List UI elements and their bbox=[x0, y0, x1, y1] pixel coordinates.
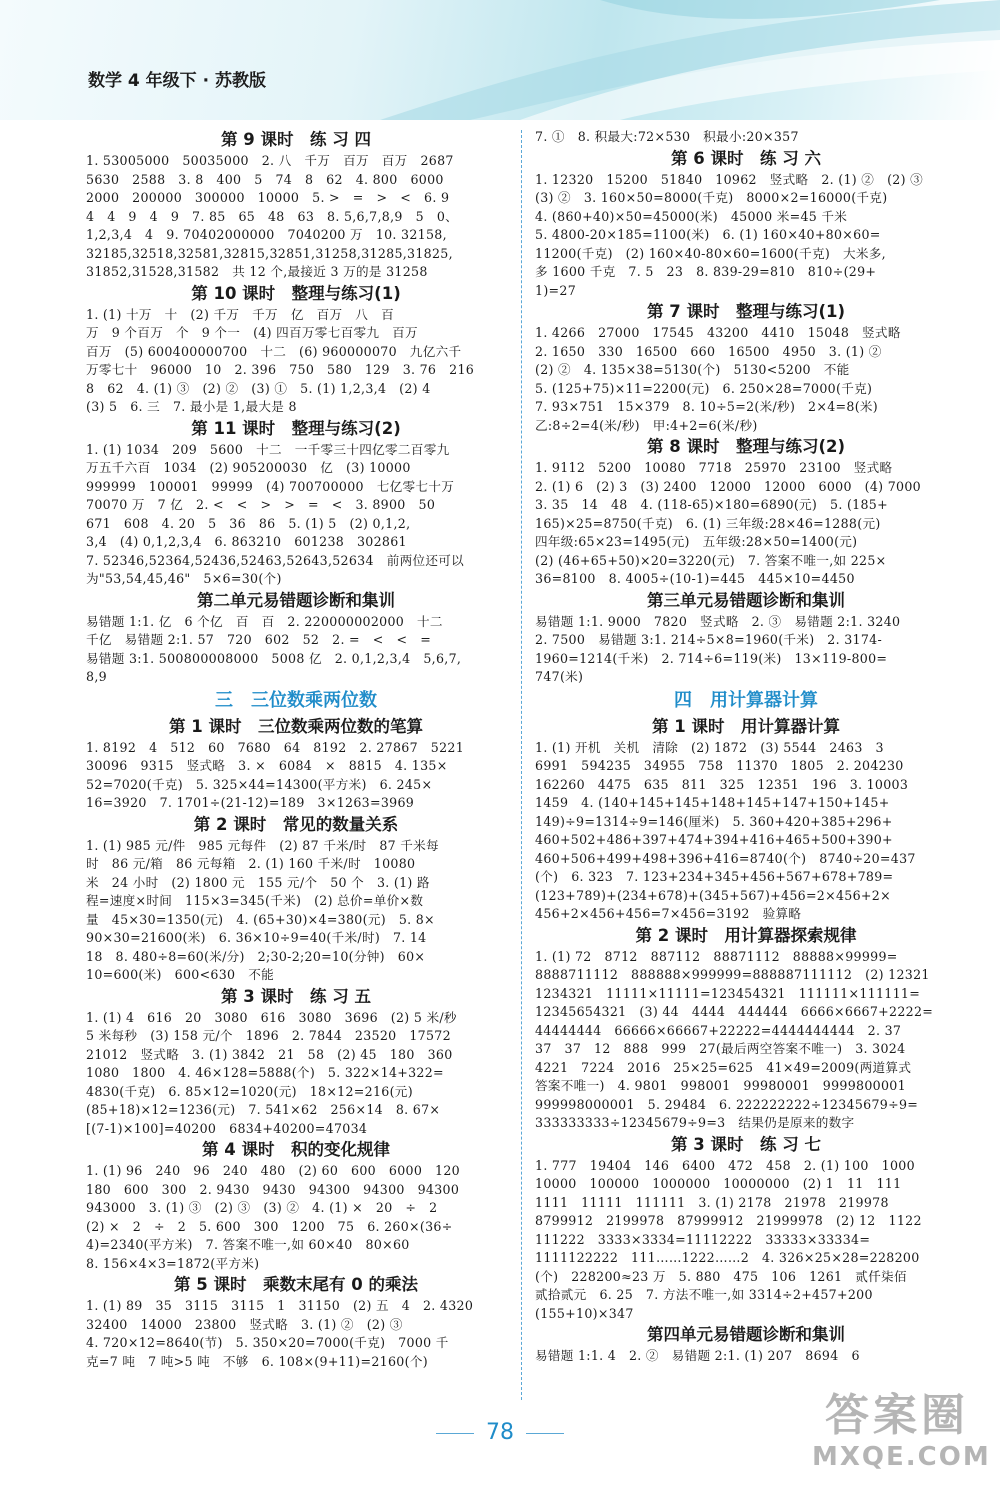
answer-line: 456+2×456+456=7×456=3192 验算略 bbox=[535, 906, 802, 921]
unit-heading: 四 用计算器计算 bbox=[674, 689, 818, 711]
answer-line: 克=7 吨 7 吨>5 吨 不够 6. 108×(9+11)=2160(个) bbox=[86, 1353, 428, 1369]
lesson-heading: 第 11 课时 整理与练习(2) bbox=[191, 418, 401, 438]
answer-line: 1. (1) 4 616 20 3080 616 3080 3696 (2) 5 米/秒 bbox=[86, 1009, 457, 1025]
answer-line: 8888711112 888888×999999=888887111112 (2) 12321 bbox=[535, 967, 930, 982]
answer-line: 8. 156×4×3=1872(平方米) bbox=[86, 1255, 260, 1271]
lesson-heading: 第 2 课时 用计算器探索规律 bbox=[635, 925, 857, 945]
answer-line: 时 86 元/箱 86 元每箱 2. (1) 160 千米/时 10080 bbox=[86, 856, 416, 871]
lesson-heading: 第二单元易错题诊断和集训 bbox=[197, 590, 395, 610]
answer-line: 52=7020(千克) 5. 325×44=14300(平方米) 6. 245× bbox=[86, 776, 433, 792]
answer-line: 2. 7500 易错题 3:1. 214÷5×8=1960(千米) 2. 3174- bbox=[535, 632, 883, 647]
watermark-logo bbox=[812, 1390, 991, 1486]
answer-line: 11200(千克) (2) 160×40-80×60=1600(千克) 大米多, bbox=[535, 245, 886, 261]
answer-line: 111222 3333×3334=11112222 33333×33334= bbox=[535, 1231, 871, 1247]
answer-line: 1459 4. (140+145+145+148+145+147+150+145+ bbox=[535, 795, 890, 810]
left-column bbox=[86, 128, 506, 1371]
answer-line: 4)=2340(平方米) 7. 答案不唯一,如 60×40 80×60 bbox=[86, 1237, 410, 1252]
answer-line: 460+502+486+397+474+394+416+465+500+390+ bbox=[535, 832, 893, 847]
answer-line: 10000 100000 1000000 10000000 (2) 1 11 111 bbox=[535, 1176, 902, 1191]
answer-line: 米 24 小时 (2) 1800 元 155 元/个 50 个 3. (1) 路 bbox=[86, 874, 430, 890]
answer-line: 易错题 1:1. 9000 7820 竖式略 2. ③ 易错题 2:1. 3240 bbox=[535, 613, 901, 629]
lesson-heading: 第 7 课时 整理与练习(1) bbox=[646, 302, 846, 321]
answer-line: (2) (46+65+50)×20=3220(元) 7. 答案不唯一,如 225× bbox=[535, 552, 887, 568]
answer-line: 333333333÷12345679÷9=3 结果仍是原来的数字 bbox=[535, 1115, 855, 1130]
book-title: 数学 4 年级下 · 苏教版 bbox=[88, 71, 266, 91]
answer-line: 百万 (5) 600400000700 十二 (6) 960000070 九亿六千 bbox=[86, 343, 462, 359]
answer-line: (2) ② 4. 135×38=5130(个) 5130<5200 不能 bbox=[535, 362, 850, 377]
answer-line: 1. (1) 十万 十 (2) 千万 千万 亿 百万 八 百 bbox=[86, 306, 394, 322]
answer-line: 量 45×30=1350(元) 4. (65+30)×4=380(元) 5. 8× bbox=[86, 911, 435, 927]
answer-line: 5 米每秒 (3) 158 元/个 1896 2. 7844 23520 17572 bbox=[86, 1028, 451, 1043]
right-column bbox=[535, 128, 957, 1366]
answer-line: (123+789)+(234+678)+(345+567)+456=2×456+2× bbox=[535, 887, 891, 903]
answer-line: 四年级:65×23=1495(元) 五年级:28×50=1400(元) bbox=[535, 534, 858, 549]
answer-line: 747(米) bbox=[535, 669, 584, 684]
answer-line: (3) 5 6. 三 7. 最小是 1,最大是 8 bbox=[86, 399, 297, 414]
answer-line: 37 37 12 888 999 27(最后两空答案不唯一) 3. 3024 bbox=[535, 1041, 906, 1056]
lesson-heading: 第 2 课时 常见的数量关系 bbox=[193, 814, 399, 834]
page-number-value: 78 bbox=[486, 1420, 514, 1445]
answer-line: 1. (1) 96 240 96 240 480 (2) 60 600 6000 120 bbox=[86, 1163, 460, 1178]
answer-line: 1. 53005000 50035000 2. 八 千万 百万 百万 2687 bbox=[86, 153, 454, 168]
watermark-text-bottom: MXQE.COM bbox=[812, 1442, 991, 1472]
answer-line: 1080 1800 4. 46×128=5888(个) 5. 322×14+322= bbox=[86, 1065, 444, 1080]
answer-line: 5. 4800-20×185=1100(米) 6. (1) 160×40+80×60= bbox=[535, 227, 881, 242]
column-divider bbox=[521, 130, 522, 1400]
lesson-heading: 第 9 课时 练 习 四 bbox=[221, 130, 371, 149]
answer-line: 6991 594235 34955 758 11370 1805 2. 204230 bbox=[535, 758, 904, 773]
answer-line: 1. (1) 1034 209 5600 十二 一千零三十四亿零二百零九 bbox=[86, 441, 450, 457]
lesson-heading: 第 6 课时 练 习 六 bbox=[671, 148, 821, 168]
answer-line: 44444444 66666×66667+22222=4444444444 2. 37 bbox=[535, 1022, 902, 1038]
answer-line: 4 4 9 4 9 7. 85 65 48 63 8. 5,6,7,8,9 5 0、 bbox=[86, 208, 459, 224]
answer-line: 18 8. 480÷8=60(米/分) 2;30-2;20=10(分钟) 60× bbox=[86, 948, 426, 964]
answer-line: 32185,32518,32581,32815,32851,31258,31285,31825, bbox=[86, 245, 453, 261]
answer-line: 21012 竖式略 3. (1) 3842 21 58 (2) 45 180 360 bbox=[86, 1046, 453, 1062]
lesson-heading: 第 4 课时 积的变化规律 bbox=[202, 1140, 390, 1159]
answer-line: 4830(千克) 6. 85×12=1020(元) 18×12=216(元) bbox=[86, 1083, 413, 1099]
answer-line: 乙:8÷2=4(米/秒) 甲:4+2=6(米/秒) bbox=[535, 417, 758, 433]
answer-line: 671 608 4. 20 5 36 86 5. (1) 5 (2) 0,1,2, bbox=[86, 515, 411, 531]
answer-line: 2. 1650 330 16500 660 16500 4950 3. (1) ② bbox=[535, 343, 882, 359]
answer-line: 8,9 bbox=[86, 669, 107, 684]
answer-line: 答案不唯一) 4. 9801 998001 99980001 9999800001 bbox=[535, 1078, 906, 1093]
banner-swoosh-graphic bbox=[0, 0, 1000, 120]
answer-line: 1234321 11111×11111=123454321 111111×111111= bbox=[535, 985, 921, 1001]
answer-line: (85+18)×12=1236(元) 7. 541×62 256×14 8. 67× bbox=[86, 1102, 441, 1117]
answer-line: 460+506+499+498+396+416=8740(个) 8740÷20=437 bbox=[535, 850, 916, 866]
answer-line: 1111122222 111……1222……2 4. 326×25×28=228200 bbox=[535, 1250, 920, 1265]
page-number-dash-left bbox=[436, 1433, 474, 1434]
answer-line: 万 9 个百万 个 9 个一 (4) 四百万零七百零九 百万 bbox=[86, 325, 418, 340]
answer-line: 2. (1) 6 (2) 3 (3) 2400 12000 12000 6000 (4) 7000 bbox=[535, 478, 921, 494]
answer-line: (个) 6. 323 7. 123+234+345+456+567+678+789= bbox=[535, 869, 894, 884]
answer-line: 30096 9315 竖式略 3. × 6084 × 8815 4. 135× bbox=[86, 758, 448, 773]
answer-line: 5. (125+75)×11=2200(元) 6. 250×28=7000(千克) bbox=[535, 380, 873, 396]
answer-line: 1. 777 19404 146 6400 472 458 2. (1) 100 1000 bbox=[535, 1157, 915, 1173]
answer-line: 7. 52346,52364,52436,52463,52643,52634 前两位还可以 bbox=[86, 552, 465, 568]
lesson-heading: 第三单元易错题诊断和集训 bbox=[647, 590, 845, 610]
answer-line: 1. (1) 开机 关机 清除 (2) 1872 (3) 5544 2463 3 bbox=[535, 739, 884, 755]
answer-line: 999999 100001 99999 (4) 700700000 七亿零七十万 bbox=[86, 478, 455, 494]
answer-line: 1. 8192 4 512 60 7680 64 8192 2. 27867 5221 bbox=[86, 739, 465, 755]
lesson-heading: 第 10 课时 整理与练习(1) bbox=[191, 283, 401, 303]
answer-line: 165)×25=8750(千克) 6. (1) 三年级:28×46=1288(元) bbox=[535, 515, 881, 531]
answer-line: (个) 228200≈23 万 5. 880 475 106 1261 贰仟柒佰 bbox=[535, 1268, 907, 1284]
page-number-dash-right bbox=[526, 1433, 564, 1434]
answer-line: 1. 9112 5200 10080 7718 25970 23100 竖式略 bbox=[535, 460, 893, 475]
lesson-heading: 第 3 课时 练 习 五 bbox=[221, 986, 371, 1006]
answer-line: 4. (860+40)×50=45000(米) 45000 米=45 千米 bbox=[535, 208, 848, 224]
lesson-heading: 第 1 课时 三位数乘两位数的笔算 bbox=[169, 716, 423, 736]
answer-line: 999998000001 5. 29484 6. 222222222÷12345679÷9= bbox=[535, 1096, 919, 1112]
answer-line: 贰拾贰元 6. 25 7. 方法不唯一,如 3314÷2+457+200 bbox=[535, 1287, 873, 1302]
answer-line: 180 600 300 2. 9430 9430 94300 94300 94300 bbox=[86, 1181, 460, 1197]
answer-line: [(7-1)×100]=40200 6834+40200=47034 bbox=[86, 1120, 368, 1136]
answer-line: 4221 7224 2016 25×25=625 41×49=2009(两道算式 bbox=[535, 1059, 912, 1075]
answer-line: 万零七十 96000 10 2. 396 750 580 129 3. 76 216 bbox=[86, 362, 475, 377]
lesson-heading: 第 8 课时 整理与练习(2) bbox=[646, 437, 846, 456]
answer-line: 149)÷9=1314÷9=146(厘米) 5. 360+420+385+296+ bbox=[535, 813, 893, 829]
answer-line: 万五千六百 1034 (2) 905200030 亿 (3) 10000 bbox=[86, 460, 411, 475]
header-banner bbox=[0, 0, 1000, 120]
answer-line: 32400 14000 23800 竖式略 3. (1) ② (2) ③ bbox=[86, 1316, 403, 1332]
unit-heading: 三 三位数乘两位数 bbox=[215, 689, 377, 711]
answer-line: 7. ① 8. 积最大:72×530 积最小:20×357 bbox=[535, 129, 799, 144]
answer-line: 易错题 1:1. 亿 6 个亿 百 百 2. 220000002000 十二 bbox=[86, 613, 443, 629]
answer-line: 1. 12320 15200 51840 10962 竖式略 2. (1) ② (2) ③ bbox=[535, 171, 924, 187]
answer-line: 12345654321 (3) 44 4444 444444 6666×6667+2222= bbox=[535, 1004, 934, 1019]
lesson-heading: 第四单元易错题诊断和集训 bbox=[647, 1325, 845, 1344]
answer-line: 1111 11111 111111 3. (1) 2178 21978 219978 bbox=[535, 1194, 889, 1210]
answer-line: (155+10)×347 bbox=[535, 1305, 634, 1321]
answer-line: 16=3920 7. 1701÷(21-12)=189 3×1263=3969 bbox=[86, 795, 415, 810]
answer-line: 90×30=21600(米) 6. 36×10÷9=40(千米/时) 7. 14 bbox=[86, 930, 427, 945]
answer-line: 36=8100 8. 4005÷(10-1)=445 445×10=4450 bbox=[535, 571, 855, 586]
answer-line: 为"53,54,45,46" 5×6=30(个) bbox=[86, 571, 282, 586]
lesson-heading: 第 1 课时 用计算器计算 bbox=[652, 716, 840, 736]
answer-line: 1. (1) 72 8712 887112 88871112 88888×99999= bbox=[535, 948, 898, 964]
answer-line: 162260 4475 635 811 325 12351 196 3. 10003 bbox=[535, 776, 909, 792]
answer-line: 1. (1) 985 元/件 985 元每件 (2) 87 千米/时 87 千米每 bbox=[86, 837, 439, 853]
answer-line: (3) ② 3. 160×50=8000(千克) 8000×2=16000(千克) bbox=[535, 190, 888, 205]
watermark-text-top: 答案圈 bbox=[825, 1390, 969, 1441]
answer-line: 8 62 4. (1) ③ (2) ② (3) ① 5. (1) 1,2,3,4 (2) 4 bbox=[86, 380, 431, 396]
answer-line: 5630 2588 3. 8 400 5 74 8 62 4. 800 6000 bbox=[86, 171, 444, 187]
answer-line: 1. 4266 27000 17545 43200 4410 15048 竖式略 bbox=[535, 325, 901, 340]
answer-line: 1960=1214(千米) 2. 714÷6=119(米) 13×119-800= bbox=[535, 650, 888, 666]
answer-line: 易错题 3:1. 500800008000 5008 亿 2. 0,1,2,3,4 5,6,7, bbox=[86, 650, 462, 666]
answer-line: 943000 3. (1) ③ (2) ③ (3) ② 4. (1) × 20 ÷ 2 bbox=[86, 1200, 438, 1215]
answer-line: 70070 万 7 亿 2. < < > > = < 3. 8900 50 bbox=[86, 497, 436, 512]
lesson-heading: 第 5 课时 乘数末尾有 0 的乘法 bbox=[174, 1275, 418, 1294]
answer-line: 7. 93×751 15×379 8. 10÷5=2(米/秒) 2×4=8(米) bbox=[535, 399, 879, 414]
answer-line: (2) × 2 ÷ 2 5. 600 300 1200 75 6. 260×(36÷ bbox=[86, 1218, 453, 1234]
answer-line: 易错题 1:1. 4 2. ② 易错题 2:1. (1) 207 8694 6 bbox=[535, 1348, 860, 1363]
answer-line: 2000 200000 300000 10000 5. > = > < 6. 9 bbox=[86, 190, 450, 205]
answer-line: 3. 35 14 48 4. (118-65)×180=6890(元) 5. (185+ bbox=[535, 497, 888, 512]
answer-line: 3,4 (4) 0,1,2,3,4 6. 863210 601238 302861 bbox=[86, 534, 407, 549]
lesson-heading: 第 3 课时 练 习 七 bbox=[671, 1134, 821, 1154]
answer-line: 1,2,3,4 4 9. 70402000000 7040200 万 10. 32158, bbox=[86, 227, 447, 242]
answer-line: 程=速度×时间 115×3=345(千米) (2) 总价=单价×数 bbox=[86, 893, 424, 908]
answer-line: 多 1600 千克 7. 5 23 8. 839-29=810 810÷(29+ bbox=[535, 264, 877, 279]
answer-line: 31852,31528,31582 共 12 个,最接近 3 万的是 31258 bbox=[86, 264, 428, 279]
answer-line: 4. 720×12=8640(节) 5. 350×20=7000(千克) 7000 千 bbox=[86, 1335, 449, 1350]
answer-line: 千亿 易错题 2:1. 57 720 602 52 2. = < < = bbox=[86, 632, 432, 647]
answer-line: 10=600(米) 600<630 不能 bbox=[86, 967, 275, 982]
answer-line: 1. (1) 89 35 3115 3115 1 31150 (2) 五 4 2. 4320 bbox=[86, 1298, 474, 1313]
answer-line: 8799912 2199978 87999912 21999978 (2) 12 1122 bbox=[535, 1213, 922, 1228]
answer-line: 1)=27 bbox=[535, 282, 577, 298]
